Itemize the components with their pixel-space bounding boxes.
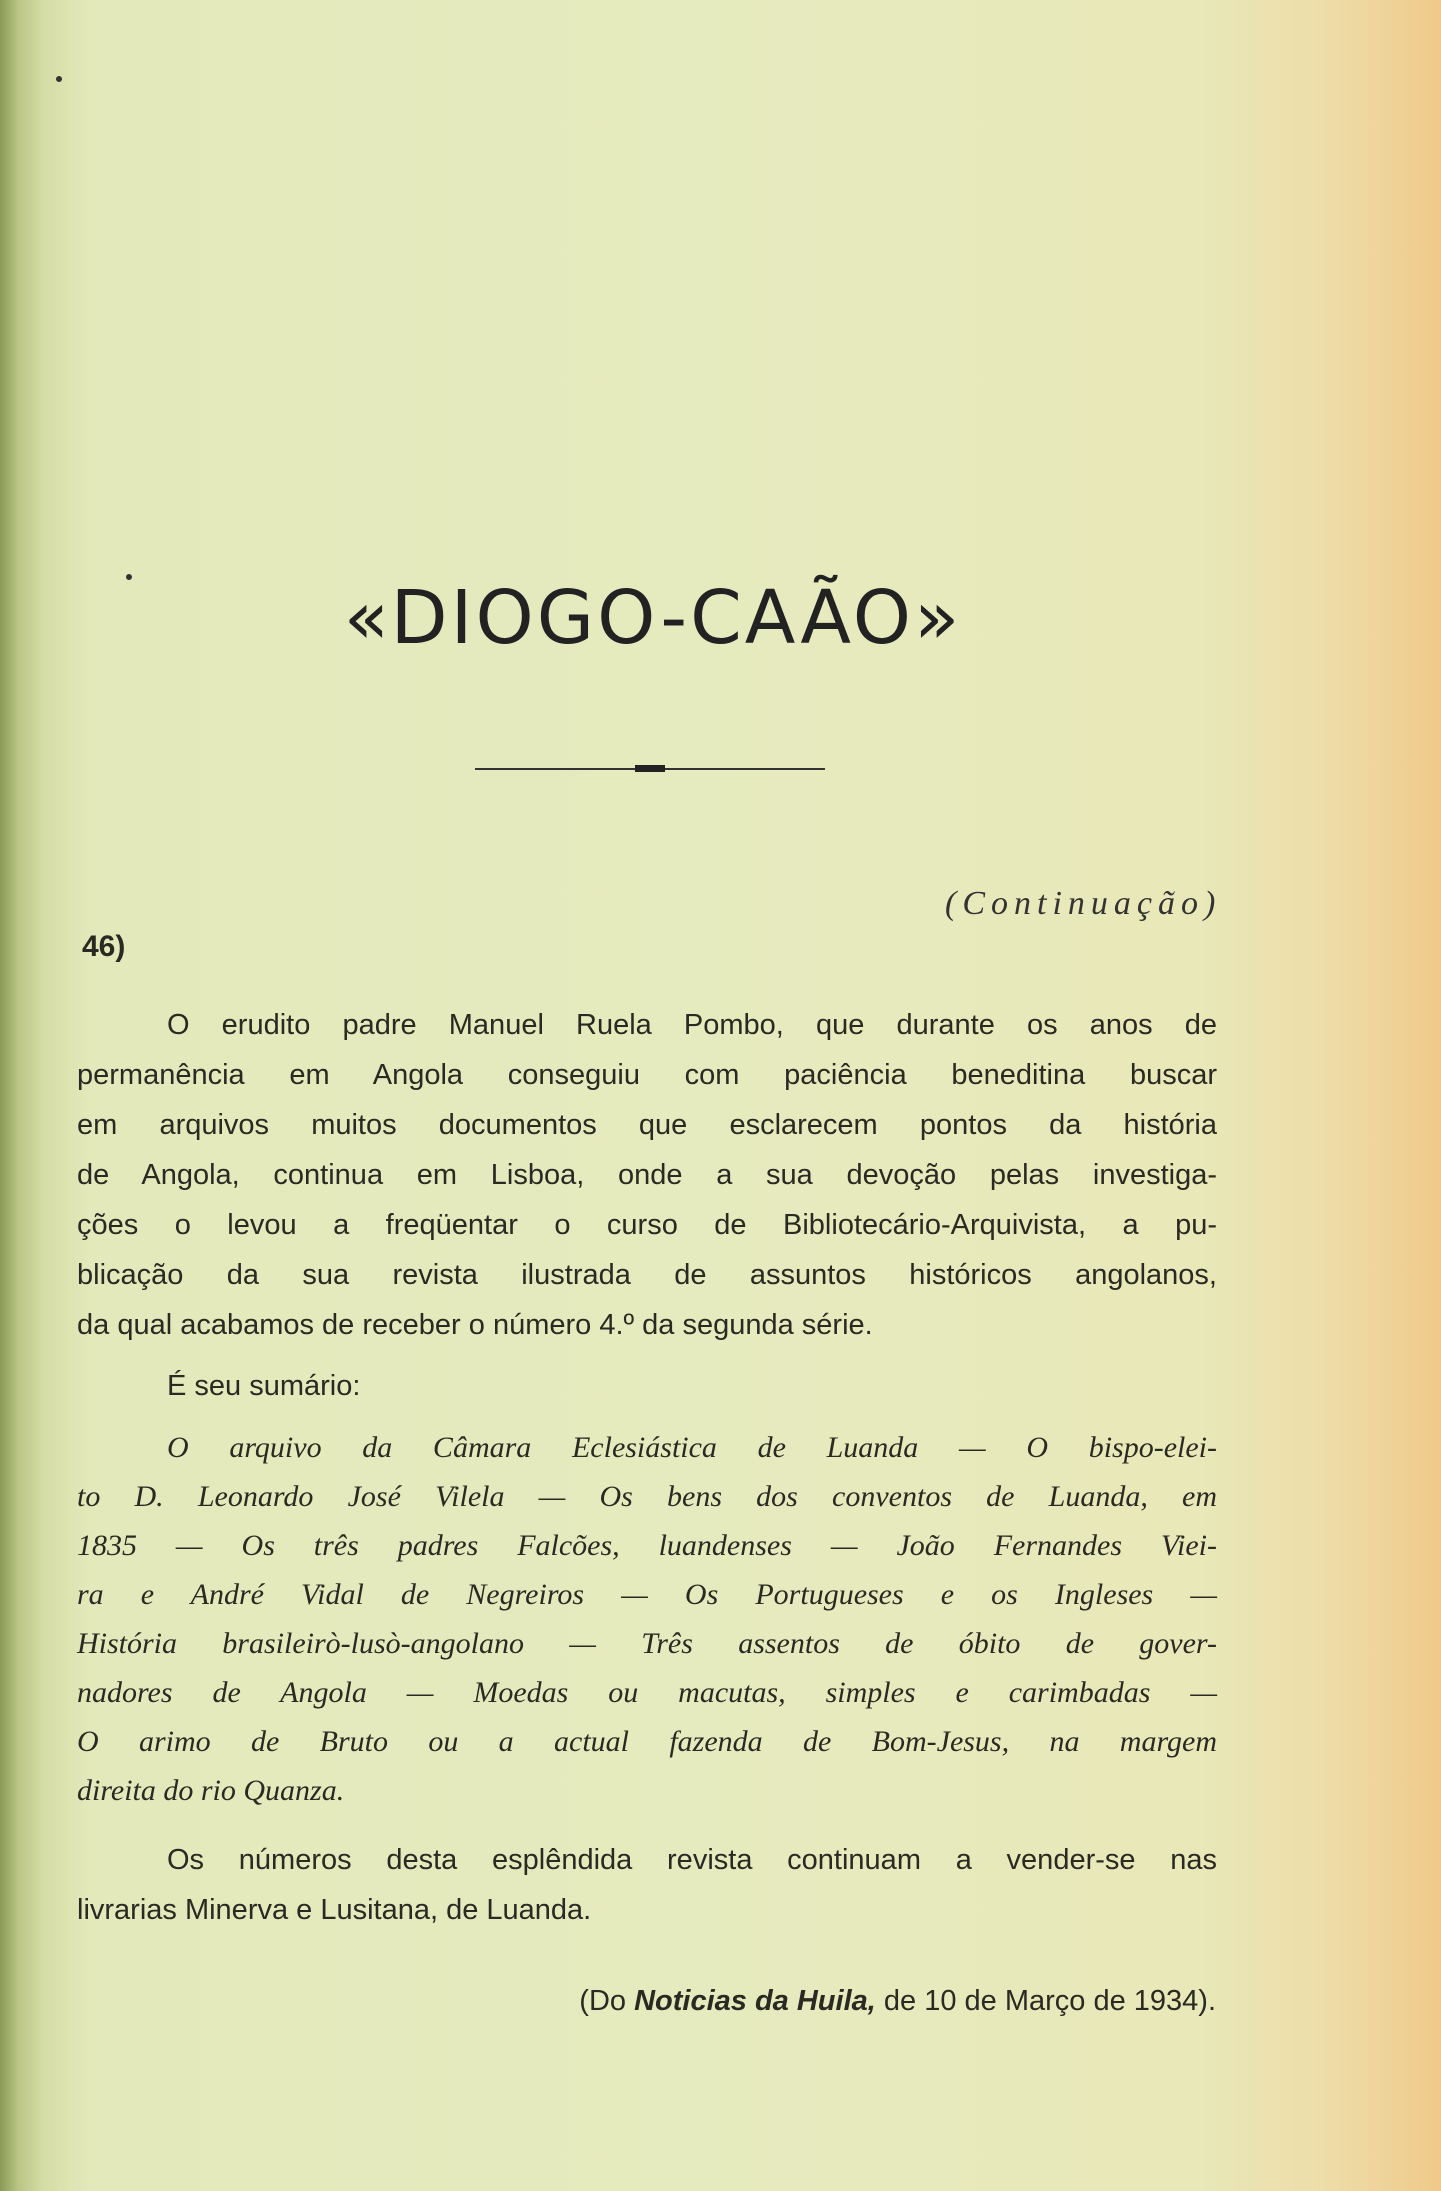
continuation-label: (Continuação) [945, 885, 1222, 922]
citation-prefix: (Do [579, 1985, 635, 2017]
text-line: direita do rio Quanza. [77, 1774, 345, 1807]
summary-list [77, 1423, 1217, 1815]
text-line: em arquivos muitos documentos que esclarecem pontos da história [77, 1109, 1217, 1141]
article-title: «DIOGO-CAÃO» [343, 575, 963, 661]
section-number: 46) [82, 930, 126, 963]
text-line: O arquivo da Câmara Eclesiástica de Luanda — O bispo-elei- [167, 1431, 1217, 1464]
speck [126, 574, 132, 580]
text-line: de Angola, continua em Lisboa, onde a sua devoção pelas investiga- [77, 1159, 1217, 1191]
text-line: ções o levou a freqüentar o curso de Bibliotecário-Arquivista, a pu- [77, 1209, 1217, 1241]
summary-label: É seu sumário: [167, 1370, 361, 1402]
text-line: História brasileirò-lusò-angolano — Três assentos de óbito de gover- [77, 1627, 1217, 1660]
source-citation [579, 1985, 1216, 2018]
text-line: to D. Leonardo José Vilela — Os bens dos conventos de Luanda, em [77, 1480, 1217, 1513]
text-line: nadores de Angola — Moedas ou macutas, simples e carimbadas — [77, 1676, 1217, 1709]
speck [56, 76, 62, 82]
paragraph-1 [77, 1000, 1217, 1350]
text-line: ra e André Vidal de Negreiros — Os Portugueses e os Ingleses — [77, 1578, 1217, 1611]
text-line: O erudito padre Manuel Ruela Pombo, que durante os anos de [167, 1009, 1217, 1041]
text-line: da qual acabamos de receber o número 4.º da segunda série. [77, 1309, 873, 1341]
text-line: permanência em Angola conseguiu com paciência beneditina buscar [77, 1059, 1217, 1091]
citation-suffix: de 10 de Março de 1934). [875, 1985, 1216, 2017]
text-line: blicação da sua revista ilustrada de assuntos históricos angolanos, [77, 1259, 1217, 1291]
text-line: livrarias Minerva e Lusitana, de Luanda. [77, 1894, 592, 1926]
text-line: O arimo de Bruto ou a actual fazenda de Bom-Jesus, na margem [77, 1725, 1217, 1758]
text-line: 1835 — Os três padres Falcões, luandenses — João Fernandes Viei- [77, 1529, 1217, 1562]
text-line: Os números desta esplêndida revista continuam a vender-se nas [167, 1844, 1217, 1876]
citation-source: Noticias da Huila, [634, 1985, 876, 2017]
paragraph-2 [77, 1835, 1217, 1935]
title-divider [475, 768, 825, 770]
